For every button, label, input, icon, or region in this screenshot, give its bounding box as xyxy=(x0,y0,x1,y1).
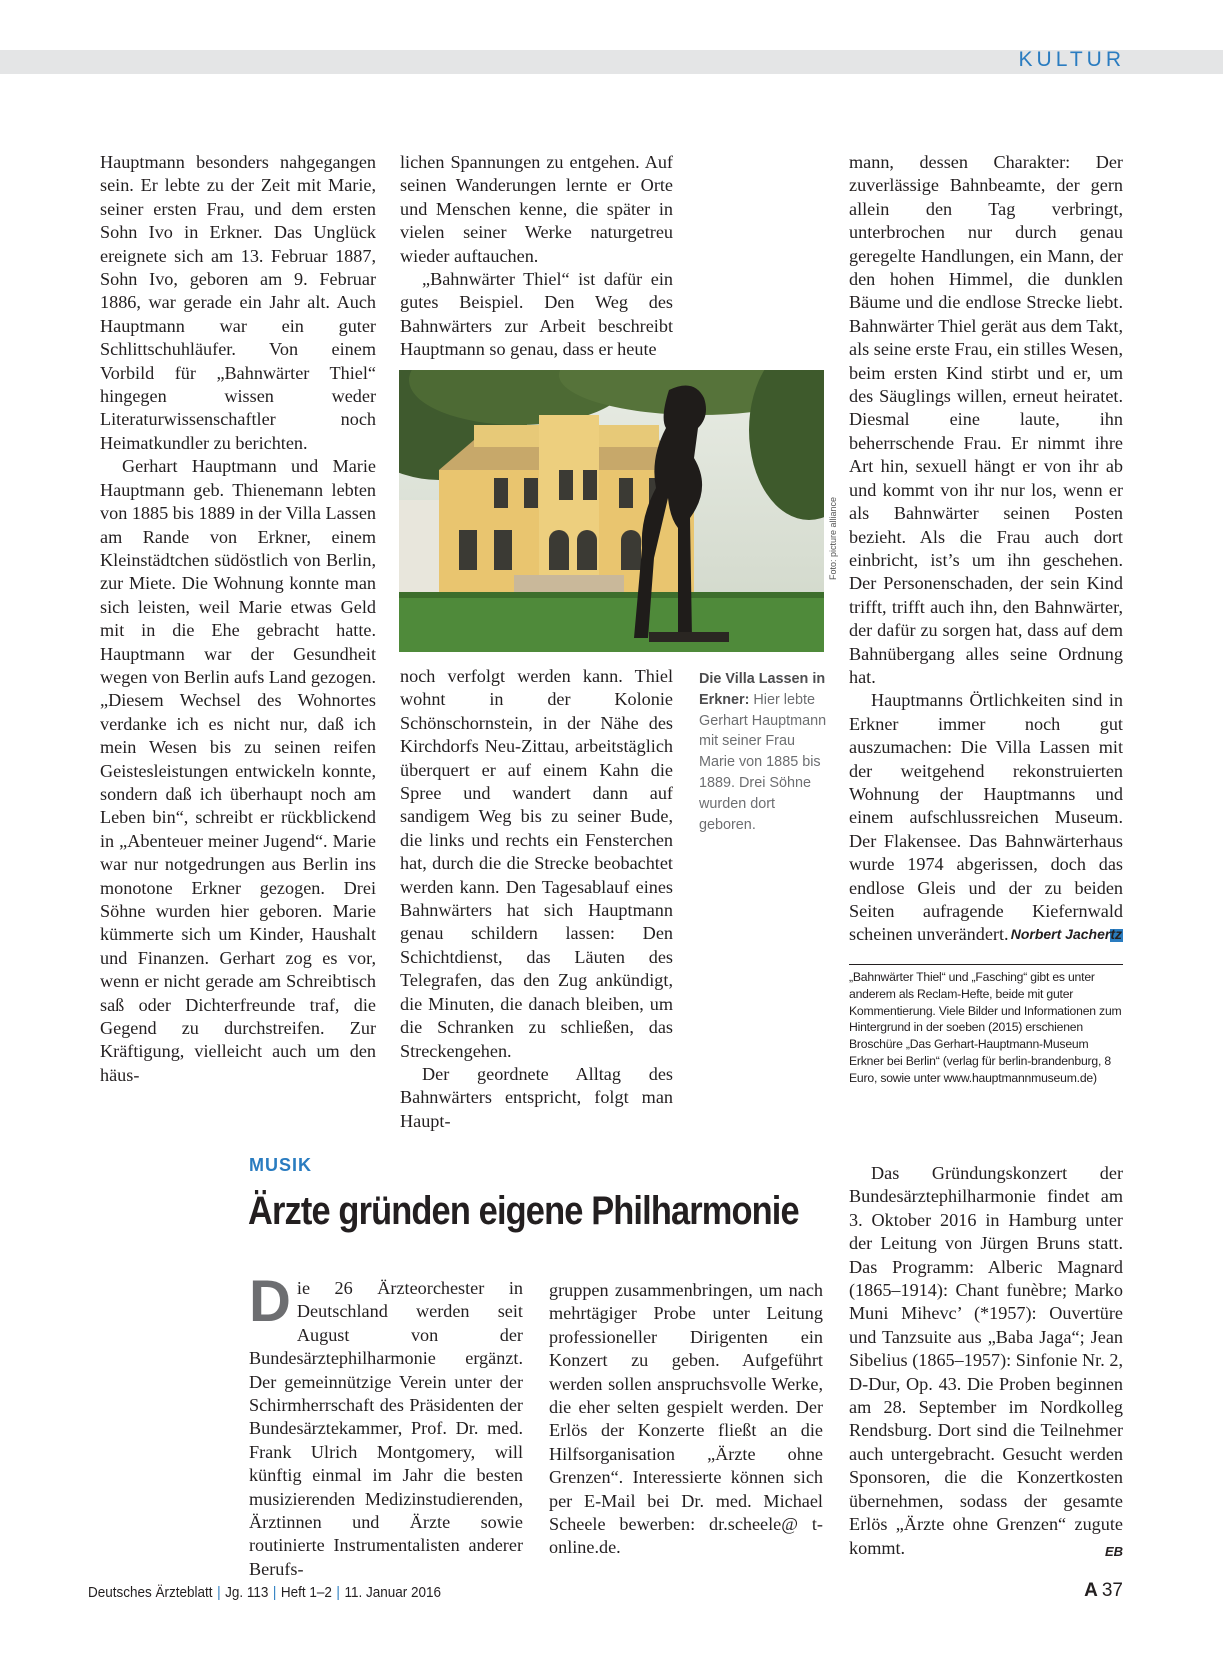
author-initials: EB xyxy=(1104,1543,1123,1559)
article-column-2-bottom xyxy=(400,665,673,1133)
page-prefix: A xyxy=(1084,1580,1098,1601)
article-headline: Ärzte gründen eigene Philharmonie xyxy=(248,1189,799,1233)
issue-date: 11. Januar 2016 xyxy=(344,1584,442,1601)
caption-text: Hier lebte Gerhart Hauptmann mit seiner Frau Marie von 1885 bis 1889. Drei Söhne wurden dort geboren. xyxy=(699,691,827,833)
drop-cap: D xyxy=(249,1269,291,1334)
paragraph: noch verfolgt werden kann. Thiel wohnt in der Kolonie Schönschornstein, in der Nähe des Kirchdorfs Neu-Zittau, arbeitstäglich überquert er auf einem Kahn die Spree und wandert dann auf sandigem Weg bis zu seiner Bude, die links und rechts ein Fensterchen hat, durch die die Strecke beobachtet werden kann. Den Tagesablauf eines Bahnwärters hat sich Hauptmann genau schildern lassen: Den Schichtdienst, das Läuten des Telegrafen, das den Zug ankündigt, die Minuten, die danach bleiben, um die Schranken zu schließen, das Streckengehen. xyxy=(400,666,673,1061)
caption-lead: Die Villa Lassen in Erkner: xyxy=(699,671,826,708)
author-name: Norbert Jachertz xyxy=(1010,926,1122,942)
paragraph xyxy=(849,689,1123,946)
paragraph: „Bahnwärter Thiel“ ist dafür ein gutes Beispiel. Den Weg des Bahnwärters zur Arbeit beschreibt Hauptmann so genau, dass er heute xyxy=(400,269,673,360)
section-label: KULTUR xyxy=(1018,48,1125,71)
page-number-value: 37 xyxy=(1101,1580,1123,1601)
paragraph: gruppen zusammenbringen, um nach mehrtägiger Probe unter Leitung professioneller Dirigenten ein Konzert zu geben. Aufgeführt werden sollen anspruchsvolle Werke, die eher selten gespielt werden. Der Erlös der Konzerte fließt an die Hilfsorganisation „Ärzte ohne Grenzen“. Interessierte können sich per E-Mail bei Dr. med. Michael Scheele bewerben: dr.scheele@ t-online.de. xyxy=(549,1280,823,1558)
paragraph: Hauptmann besonders nahgegangen sein. Er lebte zu der Zeit mit Marie, seiner ersten Frau, und dem ersten Sohn Ivo in Erkner. Das Unglück ereignete sich am 13. Februar 1887, Sohn Ivo, geboren am 9. Februar 1886, war gerade ein Jahr alt. Auch Hauptmann war ein guter Schlittschuhläufer. Von einem Vorbild für „Bahnwärter Thiel“ hingegen wissen weder Literaturwissenschaftler noch Heimatkundler zu berichten. xyxy=(100,152,376,453)
footer-separator: | xyxy=(217,1584,221,1601)
paragraph-text: Das Gründungskonzert der Bundesärztephilharmonie findet am 3. Oktober 2016 in Hamburg unter der Leitung von Jürgen Bruns statt. Das Programm: Alberic Magnard (1865–1914): Chant funèbre; Marko Muni Mihevc’ (*1957): Ouvertüre und Tanzsuite aus „Baba Jaga“; Jean Sibelius (1865–1957): Sinfonie Nr. 2, D-Dur, Op. 43. Die Proben beginnen am 28. September im Nordkolleg Rendsburg. Dort sind die Teilnehmer auch untergebracht. Gesucht werden Sponsoren, die die Konzertkosten übernehmen, sodass der gesamte Erlös „Ärzte ohne Grenzen“ zugute kommt. xyxy=(849,1163,1123,1558)
footer-separator: | xyxy=(336,1584,340,1601)
photo-credit: Foto: picture alliance xyxy=(828,496,838,580)
music-column-3 xyxy=(849,1162,1123,1563)
paragraph: Gerhart Hauptmann und Marie Hauptmann geb. Thienemann lebten von 1885 bis 1889 in der Villa Lassen am Rande von Erkner, einem Kleinstädtchen südöstlich von Berlin, zur Miete. Die Wohnung konnte man sich leisten, weil Marie etwas Geld mit in die Ehe gebracht hatte. Hauptmann war der Gesundheit wegen von Berlin aufs Land gezogen. „Diesem Wechsel des Wohnortes verdanke ich es nicht nur, daß ich mein Wesen bis zu seinen reifen Geistesleistungen entwickeln konnte, sondern daß ich überhaupt noch am Leben bin“, schreibt er rückblickend in „Abenteuer meiner Jugend“. Marie war nur notgedrungen aus Berlin ins monotone Erkner gezogen. Drei Söhne wurden hier geboren. Marie kümmerte sich um Kinder, Haushalt und Finanzen. Gerhart zog es vor, wenn er nicht gerade am Schreibtisch saß oder Dichterfreunde traf, die Gegend zu durchstreifen. Zur Kräftigung, vielleicht auch um den häus- xyxy=(100,456,376,1085)
article-column-2-top xyxy=(400,151,673,362)
article-column-3 xyxy=(849,151,1123,947)
page-footer xyxy=(88,1584,441,1601)
footer-separator: | xyxy=(272,1584,277,1601)
journal-name: Deutsches Ärzteblatt xyxy=(88,1584,213,1601)
music-column-1 xyxy=(249,1269,523,1581)
info-note: „Bahnwärter Thiel“ und „Fasching“ gibt es unter anderem als Reclam-Hefte, beide mit guter Kommentierung. Viele Bilder und Informationen zum Hintergrund in der soeben (2015) erschienen Broschüre „Das Gerhart-Hauptmann-Museum Erkner bei Berlin“ (verlag für berlin-brandenburg, 8 Euro, sowie unter www.hauptmannmuseum.de) xyxy=(849,964,1123,1087)
paragraph xyxy=(849,1162,1123,1560)
paragraph-text: Hauptmanns Örtlichkeiten sind in Erkner immer noch gut auszumachen: Die Villa Lassen mit der weitgehend rekonstruierten Wohnung der Hauptmanns und einem aufschlussreichen Museum. Der Flakensee. Das Bahnwärterhaus wurde 1974 abgerissen, doch das endlose Gleis und der zu beiden Seiten aufragende Kiefernwald scheinen unverändert. xyxy=(849,690,1123,945)
villa-lassen-photo xyxy=(399,370,824,652)
page-number xyxy=(1084,1580,1123,1602)
journal-issue: Heft 1–2 xyxy=(280,1584,332,1601)
journal-volume: Jg. 113 xyxy=(225,1584,269,1601)
paragraph: mann, dessen Charakter: Der zuverlässige Bahnbeamte, der gern allein den Tag verbringt, unterbrochen nur durch genau geregelte Handlungen, ein Mann, der den hohen Himmel, die dunklen Bäume und die endlose Strecke liebt. Bahnwärter Thiel gerät aus dem Takt, als seine erste Frau, ein stilles Wesen, beim ersten Kind stirbt und er, um des Säuglings willen, erneut heiratet. Diesmal eine laute, ihn beherrschende Frau. Er nimmt ihre Art hin, sexuell hängt er von ihr ab und kommt von ihr nur los, wenn er als Bahnwärter seinen Posten bezieht. Als die Frau auch dort einbricht, ist’s um ihn geschehen. Der Personenschaden, der sein Kind trifft, trifft auch ihn, den Bahnwärter, der dafür zu sorgen hat, dass auf dem Bahnübergang alles seine Ordnung hat. xyxy=(849,152,1123,687)
photo-caption xyxy=(699,669,827,835)
paragraph-text: ie 26 Ärzteorchester in Deutschland werden seit August von der Bundesärztephilharmonie ergänzt. Der gemeinnützige Verein unter der Schirmherrschaft des Präsidenten der Bundesärztekammer, Prof. Dr. med. Frank Ulrich Montgomery, will künftig einmal im Jahr die besten musizierenden Medizinstudierenden, Ärztinnen und Ärzte sowie routinierte Instrumentalisten anderer Berufs- xyxy=(249,1278,523,1579)
section-kicker: MUSIK xyxy=(249,1155,312,1175)
paragraph: Der geordnete Alltag des Bahnwärters entspricht, folgt man Haupt- xyxy=(400,1063,673,1131)
paragraph: lichen Spannungen zu entgehen. Auf seinen Wanderungen lernte er Orte und Menschen kenne, die später in vielen seiner Werke naturgetreu wieder auftauchen. xyxy=(400,152,673,266)
article-column-1 xyxy=(100,151,376,1087)
music-column-2 xyxy=(549,1279,823,1560)
